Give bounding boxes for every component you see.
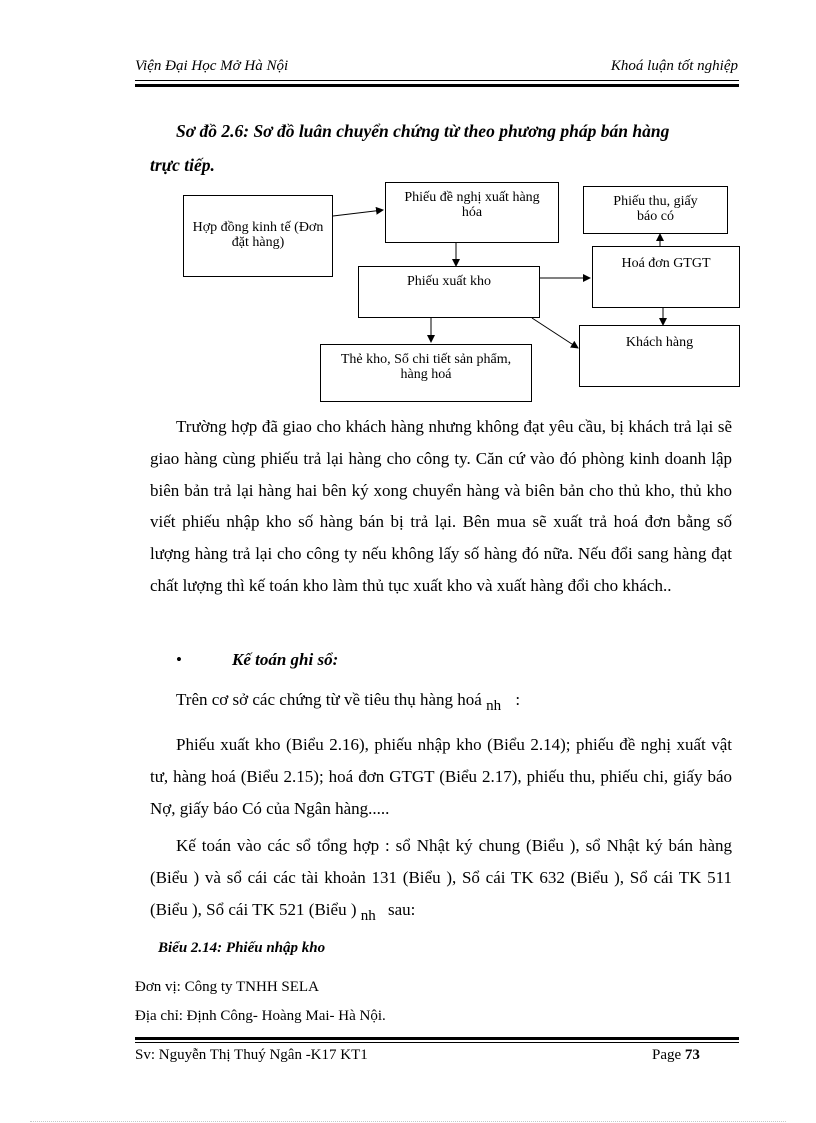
page-edge [30,1121,786,1122]
bullet-dot: • [176,650,182,669]
footer-student: Sv: Nguyễn Thị Thuý Ngân -K17 KT1 [135,1047,368,1063]
node-export-slip: Phiếu xuất kho [358,266,540,318]
basis-text: Trên cơ sở các chứng từ về tiêu thụ hàng hoá [176,690,482,709]
node-proposal: Phiếu đề nghị xuất hàng hóa [385,182,559,243]
form-unit: Đơn vị: Công ty TNHH SELA [135,979,319,995]
header-thesis-label: Khoá luận tốt nghiệp [610,58,738,74]
node-vat-invoice: Hoá đơn GTGT [592,246,740,308]
paragraph-ledgers-subscript: nh [360,907,376,924]
paragraph-ledgers [150,830,732,927]
footer-page-number: 73 [684,1047,700,1063]
header-institution: Viện Đại Học Mở Hà Nội [135,58,289,74]
arrow-export-to-customer [532,318,578,348]
node-stock-card: Thẻ kho, Sổ chi tiết sản phẩm, hàng hoá [320,344,532,402]
paragraph-documents-text: Phiếu xuất kho (Biểu 2.16), phiếu nhập kho (Biểu 2.14); phiếu đề nghị xuất vật tư, hàng hoá (Biểu 2.15); hoá đơn GTGT (Biểu 2.17), phiếu thu, phiếu chi, giấy báo Nợ, giấy báo Có của Ngân hàng..... [150,735,732,818]
footer-divider-thick [135,1037,739,1040]
section-heading-bookkeeping: Kế toán ghi sổ: [232,650,339,669]
footer-divider-thin [135,1042,739,1043]
footer-page [652,1047,700,1064]
node-customer: Khách hàng [579,325,740,387]
arrow-contract-to-proposal [333,210,383,216]
paragraph-ledgers-text: Kế toán vào các sổ tổng hợp : sổ Nhật ký chung (Biểu ), sổ Nhật ký bán hàng (Biểu ) và sổ cái các tài khoản 131 (Biểu ), Sổ cái TK 632 (Biểu ), Sổ cái TK 511 (Biểu ), Sổ cái TK 521 (Biểu ) [150,836,732,919]
form-address: Địa chỉ: Định Công- Hoàng Mai- Hà Nội. [135,1008,386,1024]
basis-line [176,690,521,714]
paragraph-return-handling-text: Trường hợp đã giao cho khách hàng nhưng không đạt yêu cầu, bị khách trả lại sẽ giao hàng cùng phiếu trả lại hàng cho công ty. Căn cứ vào đó phòng kinh doanh lập biên bản trả lại hàng hai bên ký xong chuyển hàng và biên bản cho thủ kho, thủ kho viết phiếu nhập kho số hàng bán bị trả lại. Bên mua sẽ xuất trả hoá đơn bằng số lượng hàng trả lại cho công ty nếu không lấy số hàng đó nữa. Nếu đổi sang hàng đạt chất lượng thì kế toán kho làm thủ tục xuất kho và xuất hàng đổi cho khách.. [150,417,732,595]
diagram-title-line1: Sơ đồ 2.6: Sơ đồ luân chuyển chứng từ theo phương pháp bán hàng [176,121,670,141]
node-contract: Hợp đồng kinh tế (Đơn đặt hàng) [183,195,333,277]
diagram-title-line2: trực tiếp. [150,155,215,175]
node-receipt: Phiếu thu, giấy báo có [583,186,728,234]
footer-page-label: Page [652,1047,682,1063]
basis-colon: : [515,690,521,709]
basis-subscript: nh [486,698,502,714]
paragraph-ledgers-tail: sau: [387,899,416,919]
paragraph-return-handling [150,411,732,602]
form-title: Biểu 2.14: Phiếu nhập kho [158,940,326,956]
paragraph-documents [150,729,732,824]
